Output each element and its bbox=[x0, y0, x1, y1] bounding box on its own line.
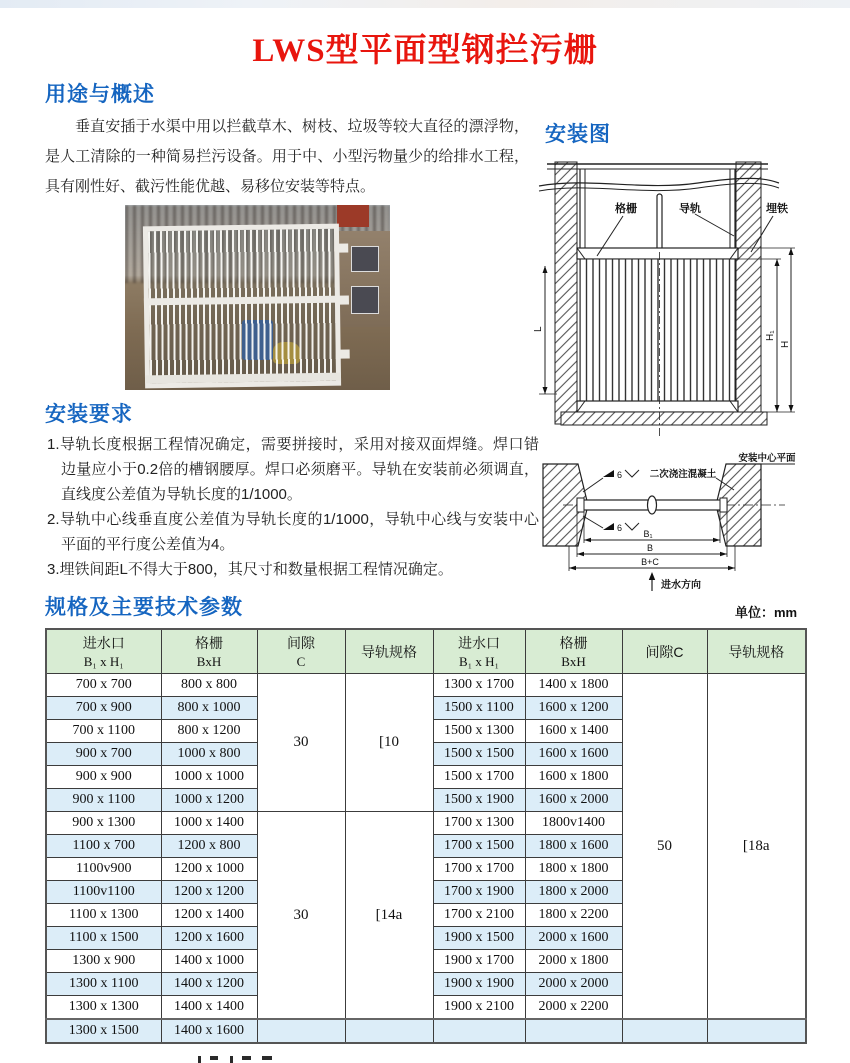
dim-bc: B+C bbox=[641, 557, 659, 567]
installation-diagram-plan bbox=[533, 448, 848, 598]
cell-inlet: 1900 x 1700 bbox=[433, 950, 525, 973]
dim-h1: H₁ bbox=[765, 330, 776, 341]
cell-gap-merged: 30 bbox=[257, 674, 345, 812]
rack-center-pin bbox=[648, 496, 657, 514]
requirement-item: 3.埋铁间距L不得大于800，其尺寸和数量根据工程情况确定。 bbox=[47, 561, 453, 578]
cell-inlet: 1700 x 1500 bbox=[433, 835, 525, 858]
cell-grate: 800 x 1200 bbox=[161, 720, 257, 743]
cell-inlet: 1300 x 1700 bbox=[433, 674, 525, 697]
ground-hatch bbox=[561, 412, 767, 425]
page-title: LWS型平面型钢拦污栅 bbox=[252, 33, 598, 69]
cell-grate: 1000 x 1200 bbox=[161, 789, 257, 812]
unit-label: 单位：mm bbox=[735, 605, 798, 620]
overview-paragraph: 垂直安插于水渠中用以拦截草木、树枝、垃圾等较大直径的漂浮物，是人工清除的一种简易拦污设备。用于中、小型污物量少的给排水工程，具有刚性好、截污性能优越、易移位安装等特点。 bbox=[45, 118, 529, 195]
cell-inlet bbox=[433, 1019, 525, 1043]
photo-rack-tab bbox=[337, 244, 347, 253]
photo-rack-bottombar bbox=[145, 373, 341, 384]
arrowhead bbox=[775, 405, 780, 412]
arrowhead bbox=[789, 248, 794, 255]
arrowhead bbox=[728, 566, 735, 570]
cell-grate: 2000 x 1600 bbox=[525, 927, 622, 950]
cell-inlet: 900 x 1300 bbox=[46, 812, 161, 835]
weld-flag-top bbox=[625, 470, 639, 477]
header-title: 格栅 bbox=[559, 635, 588, 651]
rack-end-cap bbox=[577, 498, 584, 512]
cell-gap-merged: 30 bbox=[257, 812, 345, 1020]
table-row bbox=[46, 674, 806, 697]
dim-b1: B₁ bbox=[643, 529, 653, 539]
grate-bars bbox=[580, 259, 735, 401]
cell-inlet: 1500 x 1300 bbox=[433, 720, 525, 743]
arrowhead bbox=[584, 538, 591, 542]
cell-inlet: 1500 x 1500 bbox=[433, 743, 525, 766]
label-center-plane: 安装中心平面 bbox=[738, 453, 796, 464]
cell-grate: 1600 x 1200 bbox=[525, 697, 622, 720]
table-row bbox=[46, 1019, 806, 1043]
col-header-grate-left bbox=[161, 629, 257, 674]
arrowhead bbox=[649, 572, 655, 580]
clipped-text-fragment bbox=[196, 1056, 276, 1063]
cell-grate: 1000 x 1400 bbox=[161, 812, 257, 835]
weld-size-bottom: 6 bbox=[617, 523, 623, 533]
arrowhead bbox=[713, 538, 720, 542]
header-sub: B₁ x H₁ bbox=[83, 654, 124, 669]
label-concrete: 二次浇注混凝土 bbox=[649, 469, 717, 480]
section-heading-diagram: 安装图 bbox=[545, 123, 611, 146]
section-heading-overview: 用途与概述 bbox=[45, 83, 155, 106]
grate-bottom-bar bbox=[577, 401, 738, 412]
header-sub: BxH bbox=[561, 654, 586, 669]
cell-inlet: 1100v900 bbox=[46, 858, 161, 881]
dim-h: H bbox=[780, 340, 791, 348]
cell-inlet: 1700 x 2100 bbox=[433, 904, 525, 927]
cell-inlet: 1300 x 1500 bbox=[46, 1019, 161, 1043]
col-header-gap-left bbox=[257, 629, 345, 674]
cell-inlet: 1100v1100 bbox=[46, 881, 161, 904]
header-title: 间隙 bbox=[287, 635, 315, 651]
arrowhead bbox=[543, 387, 548, 394]
label-embed: 埋铁 bbox=[766, 203, 788, 215]
cell-inlet: 1100 x 1300 bbox=[46, 904, 161, 927]
cell-inlet: 1900 x 1500 bbox=[433, 927, 525, 950]
arrowhead bbox=[543, 266, 548, 273]
weld-symbol-bottom bbox=[603, 523, 614, 530]
header-sub: C bbox=[296, 654, 306, 669]
cell-grate: 1400 x 1400 bbox=[161, 996, 257, 1020]
cell-grate: 1200 x 1400 bbox=[161, 904, 257, 927]
installation-requirements-list bbox=[47, 432, 539, 582]
requirement-item: 1.导轨长度根据工程情况确定，需要拼接时，采用对接双面焊缝。焊口错边量应小于0.2倍的槽钢腰厚。焊口必须磨平。导轨在安装前必须调直，直线度公差值为导轨长度的1/1000。 bbox=[47, 436, 539, 503]
arrowhead bbox=[577, 552, 584, 556]
cell-inlet: 1300 x 900 bbox=[46, 950, 161, 973]
table-header-row bbox=[46, 629, 806, 674]
cell-inlet: 1900 x 1900 bbox=[433, 973, 525, 996]
cell-grate: 1400 x 1600 bbox=[161, 1019, 257, 1043]
page-top-strip bbox=[0, 0, 850, 8]
cell-rail-merged: [10 bbox=[345, 674, 433, 812]
label-flow: 进水方向 bbox=[661, 580, 701, 591]
cell-grate: 1000 x 800 bbox=[161, 743, 257, 766]
cell-grate bbox=[525, 1019, 622, 1043]
cell-grate: 1400 x 1800 bbox=[525, 674, 622, 697]
cell-grate: 1800 x 2000 bbox=[525, 881, 622, 904]
cell-grate: 2000 x 2000 bbox=[525, 973, 622, 996]
arrowhead bbox=[720, 552, 727, 556]
cell-grate: 1000 x 1000 bbox=[161, 766, 257, 789]
col-header-rail-left bbox=[345, 629, 433, 674]
cell-inlet: 1300 x 1300 bbox=[46, 996, 161, 1020]
empty-cell bbox=[622, 1019, 707, 1043]
cell-inlet: 1700 x 1300 bbox=[433, 812, 525, 835]
cell-grate: 1800 x 1600 bbox=[525, 835, 622, 858]
empty-cell bbox=[345, 1019, 433, 1043]
product-photo bbox=[125, 205, 390, 390]
cell-inlet: 1500 x 1100 bbox=[433, 697, 525, 720]
cell-grate: 1200 x 1000 bbox=[161, 858, 257, 881]
section-heading-installation: 安装要求 bbox=[45, 403, 133, 426]
header-title: 导轨规格 bbox=[728, 643, 785, 660]
cell-inlet: 900 x 900 bbox=[46, 766, 161, 789]
cell-grate: 1200 x 800 bbox=[161, 835, 257, 858]
col-header-rail-right bbox=[707, 629, 806, 674]
cell-inlet: 900 x 700 bbox=[46, 743, 161, 766]
cell-inlet: 1100 x 1500 bbox=[46, 927, 161, 950]
cell-inlet: 1700 x 1900 bbox=[433, 881, 525, 904]
cell-inlet: 700 x 700 bbox=[46, 674, 161, 697]
weld-leader-top bbox=[583, 478, 603, 492]
installation-diagram-front bbox=[533, 156, 848, 444]
photo-rack-midbar bbox=[143, 296, 339, 306]
label-rail: 导轨 bbox=[679, 203, 701, 215]
left-wall-hatch bbox=[555, 162, 577, 424]
cell-inlet: 1300 x 1100 bbox=[46, 973, 161, 996]
cell-grate: 800 x 1000 bbox=[161, 697, 257, 720]
cell-inlet: 1500 x 1900 bbox=[433, 789, 525, 812]
cell-grate: 1200 x 1200 bbox=[161, 881, 257, 904]
arrowhead bbox=[789, 405, 794, 412]
cell-grate: 1400 x 1000 bbox=[161, 950, 257, 973]
cell-grate: 1600 x 1600 bbox=[525, 743, 622, 766]
cell-grate: 2000 x 1800 bbox=[525, 950, 622, 973]
empty-cell bbox=[707, 1019, 806, 1043]
col-header-gap-right bbox=[622, 629, 707, 674]
right-wall-hatch bbox=[736, 162, 761, 424]
dim-l: L bbox=[533, 326, 544, 332]
cell-grate: 2000 x 2200 bbox=[525, 996, 622, 1020]
requirement-item: 2.导轨中心线垂直度公差值为导轨长度的1/1000，导轨中心线与安装中心平面的平行度公差值为4。 bbox=[47, 511, 539, 553]
weld-flag-bottom bbox=[625, 523, 639, 530]
cell-grate: 1600 x 1800 bbox=[525, 766, 622, 789]
cell-grate: 1600 x 2000 bbox=[525, 789, 622, 812]
label-grate: 格栅 bbox=[615, 203, 637, 215]
cell-inlet: 1900 x 2100 bbox=[433, 996, 525, 1020]
cell-rail-merged: [14a bbox=[345, 812, 433, 1020]
col-header-inlet-right bbox=[433, 629, 525, 674]
empty-cell bbox=[257, 1019, 345, 1043]
cell-inlet: 700 x 1100 bbox=[46, 720, 161, 743]
cell-grate: 1400 x 1200 bbox=[161, 973, 257, 996]
photo-red-structure bbox=[337, 205, 369, 227]
cell-grate: 1800v1400 bbox=[525, 812, 622, 835]
arrowhead bbox=[569, 566, 576, 570]
header-title: 导轨规格 bbox=[361, 643, 417, 660]
col-header-inlet-left bbox=[46, 629, 161, 674]
header-title: 进水口 bbox=[82, 635, 125, 651]
header-sub: B₁ x H₁ bbox=[458, 654, 500, 669]
photo-steel-rack bbox=[142, 224, 340, 388]
photo-window bbox=[351, 286, 380, 314]
photo-window bbox=[351, 246, 380, 272]
rack-end-cap bbox=[720, 498, 727, 512]
section-heading-specs: 规格及主要技术参数 bbox=[45, 596, 243, 619]
leader-rail bbox=[695, 214, 734, 236]
header-title: 进水口 bbox=[458, 635, 500, 651]
cell-grate: 1800 x 2200 bbox=[525, 904, 622, 927]
cell-inlet: 1700 x 1700 bbox=[433, 858, 525, 881]
cell-rail-merged: [18a bbox=[707, 674, 806, 1020]
cell-inlet: 900 x 1100 bbox=[46, 789, 161, 812]
cell-inlet: 1100 x 700 bbox=[46, 835, 161, 858]
weld-size-top: 6 bbox=[617, 470, 623, 480]
arrowhead bbox=[775, 259, 780, 266]
weld-symbol-top bbox=[603, 470, 614, 477]
spec-table bbox=[45, 628, 807, 1044]
header-title: 间隙C bbox=[645, 643, 684, 660]
photo-rack-tab bbox=[338, 296, 348, 305]
col-header-grate-right bbox=[525, 629, 622, 674]
header-title: 格栅 bbox=[195, 635, 223, 651]
weld-leader-bottom bbox=[583, 516, 603, 528]
cell-grate: 1200 x 1600 bbox=[161, 927, 257, 950]
dim-b: B bbox=[646, 543, 654, 553]
cell-inlet: 700 x 900 bbox=[46, 697, 161, 720]
cell-grate: 800 x 800 bbox=[161, 674, 257, 697]
lifting-rod bbox=[657, 194, 662, 252]
cell-inlet: 1500 x 1700 bbox=[433, 766, 525, 789]
cell-grate: 1600 x 1400 bbox=[525, 720, 622, 743]
header-sub: BxH bbox=[196, 654, 222, 669]
photo-rack-tab bbox=[339, 350, 349, 359]
cell-grate: 1800 x 1800 bbox=[525, 858, 622, 881]
cell-gap-merged: 50 bbox=[622, 674, 707, 1020]
